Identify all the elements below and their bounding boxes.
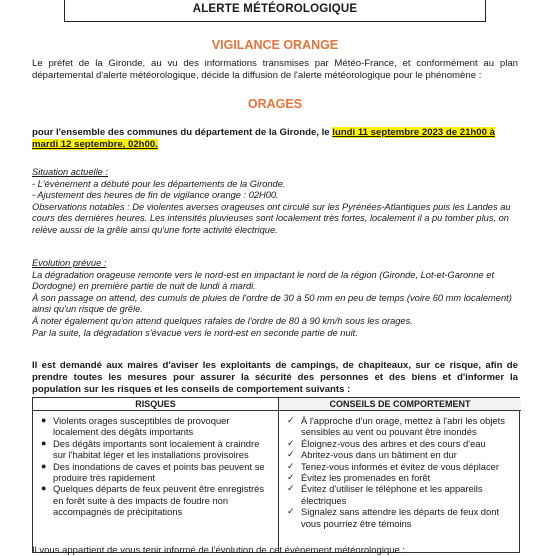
checkmark-icon: ✓ xyxy=(287,460,295,471)
checkmark-icon: ✓ xyxy=(287,437,295,448)
advice-item: ✓ À l'approche d'un orage, mettez à l'abri les objets sensibles au vent ou pouvant être inondés xyxy=(287,415,505,438)
scope-paragraph xyxy=(32,127,522,151)
bullet-icon: ● xyxy=(41,460,47,471)
mayor-request-paragraph: Il est demandé aux maires d'aviser les exploitants de campings, de chapiteaux, sur ce risque, afin de prendre toutes les mesures pour assurer la sécurité des personnes et des biens et d'informer la population sur les risques et les conseils de comportement suivants : xyxy=(32,360,518,395)
checkmark-icon: ✓ xyxy=(287,506,295,517)
advice-item: ✓ Tenez-vous informés et évitez de vous déplacer xyxy=(287,460,500,472)
alert-title: ALERTE MÉTÉOROLOGIQUE xyxy=(192,3,358,15)
advice-column xyxy=(279,398,521,552)
evolution-line: Par la suite, la dégradation s'évacue vers le nord-est en seconde partie de nuit. xyxy=(32,327,358,338)
advice-header: CONSEILS DE COMPORTEMENT xyxy=(279,398,521,411)
advice-item: ✓ Signalez sans attendre les départs de feux dont vous pourriez être témoins xyxy=(287,506,500,529)
advice-item: ✓ Éloignez-vous des arbres et des cours d'eau xyxy=(287,437,486,449)
checkmark-icon: ✓ xyxy=(287,472,295,483)
risk-item: ● Quelques départs de feux peuvent être enregistrés en forêt suite à des impacts de foudre non accompagnés de précipitations xyxy=(41,483,265,518)
advice-list xyxy=(279,411,521,529)
checkmark-icon: ✓ xyxy=(287,483,295,494)
vigilance-level-title: VIGILANCE ORANGE xyxy=(211,38,339,52)
risk-item: ● Des inondations de caves et points bas peuvent se produire très rapidement xyxy=(41,460,265,484)
evolution-line: La dégradation orageuse remonte vers le nord-est en impactant le nord de la région (Gironde, Lot-et-Garonne et Dordogne) en première partie de nuit de lundi à mardi. xyxy=(32,269,495,292)
checkmark-icon: ✓ xyxy=(287,449,295,460)
header-box xyxy=(64,0,486,22)
bullet-icon: ● xyxy=(41,483,47,494)
risks-column xyxy=(33,398,279,552)
risk-item: ● Des dégâts importants sont localement à craindre sur l'habitat léger et les installations provisoires xyxy=(41,437,260,461)
evolution-line: À noter également qu'on attend quelques rafales de l'ordre de 80 à 90 km/h sous les orages. xyxy=(32,315,413,326)
situation-heading: Situation actuelle : xyxy=(32,167,108,177)
advice-item: ✓ Évitez d'utiliser le téléphone et les appareils électriques xyxy=(287,483,483,506)
risk-item: ● Violents orages susceptibles de provoquer localement des dégâts importants xyxy=(41,415,230,438)
evolution-section xyxy=(32,258,522,339)
situation-line: - L'évènement a débuté pour les départements de la Gironde. xyxy=(32,178,286,189)
advice-item: ✓ Évitez les promenades en forêt xyxy=(287,472,431,484)
risks-header: RISQUES xyxy=(33,398,278,411)
intro-paragraph: Le préfet de la Gironde, au vu des informations transmises par Météo-France, et conformément au plan départemental d'alerte météorologique, décide la diffusion de l'alerte météorologique pour le phénomène : xyxy=(32,58,518,81)
evolution-heading: Evolution prévue : xyxy=(32,258,107,268)
bullet-icon: ● xyxy=(41,437,47,448)
checkmark-icon: ✓ xyxy=(287,415,295,425)
situation-section xyxy=(32,167,522,237)
advice-item: ✓ Abritez-vous dans un bâtiment en dur xyxy=(287,449,457,461)
bullet-icon: ● xyxy=(41,415,47,425)
risks-list xyxy=(33,411,278,518)
phenomenon-title: ORAGES xyxy=(247,97,303,111)
footer-text: Il vous appartient de vous tenir informé de l'évolution de cet évènement météorologique : xyxy=(32,545,406,556)
scope-period-highlight: lundi 11 septembre 2023 de 21h00 à mardi 12 septembre, 02h00. xyxy=(32,127,495,150)
situation-observations: Observations notables : De violentes averses orageuses ont circulé sur les Pyrénées-Atlantiques puis les Landes au cours des dernières heures. Les intensités pluvieuses sont localement très fortes, localement il a pu tomber plus, on relève aussi de la grêle ainsi qu'une forte activité électrique. xyxy=(32,201,511,235)
risk-advice-table xyxy=(32,397,520,553)
evolution-line: À son passage on attend, des cumuls de pluies de l'ordre de 30 à 50 mm en peu de temps (voire 60 mm localement) ainsi qu'un risque de grêle. xyxy=(32,292,512,315)
situation-line: - Ajustement des heures de fin de vigilance orange : 02H00. xyxy=(32,190,279,201)
scope-prefix: pour l'ensemble des communes du département de la Gironde, le xyxy=(32,127,333,138)
